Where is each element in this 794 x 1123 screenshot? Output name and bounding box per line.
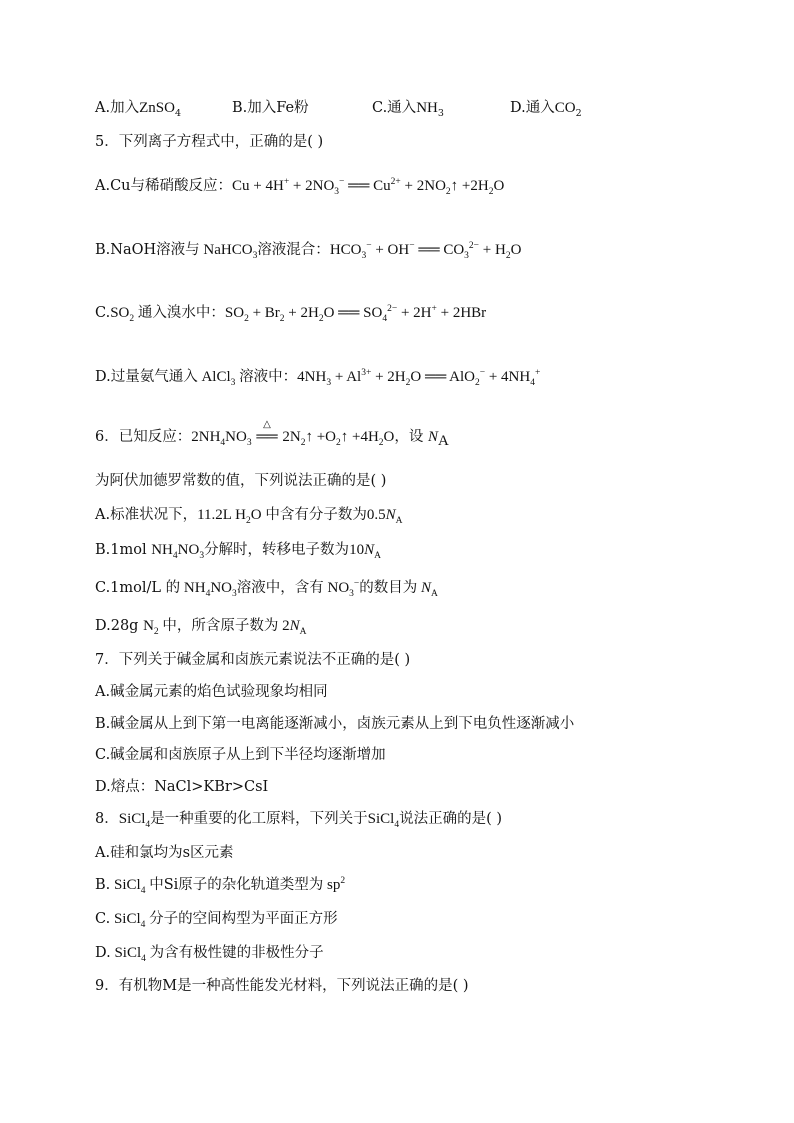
q8-option-b: B. SiCl$_4$ 中Si原子的杂化轨道类型为 $sp^2$ xyxy=(95,876,346,896)
q8-option-d: D. SiCl$_4$ 为含有极性键的非极性分子 xyxy=(95,945,324,964)
q7-stem: 7．下列关于碱金属和卤族元素说法不正确的是( ) xyxy=(95,652,411,668)
q7-option-d: D.熔点：NaCl>KBr>CsI xyxy=(95,779,269,795)
q5-option-d: D.过量氨气通入 AlCl$_3$ 溶液中：$4NH_3 + Al^{3+} + 2H_2O$ ══ $AlO_2^- + 4NH_4^+$ xyxy=(95,368,541,388)
q8-option-c: C. SiCl$_4$ 分子的空间构型为平面正方形 xyxy=(95,911,338,930)
q6-option-b: B.1mol $NH_4NO_3$分解时，转移电子数为$10N_A$ xyxy=(95,542,381,561)
q4-options xyxy=(0,98,794,118)
q4-option-d: D.通入$CO_2$ xyxy=(510,100,582,119)
q6-option-d: D.28g $N_2$ 中，所含原子数为 $2N_A$ xyxy=(95,618,307,637)
q5-option-c: $C.SO_2$ 通入溴水中：$SO_2 + Br_2 + 2H_2O$ ══ $SO_4^{2-} + 2H^+ + 2HBr$ xyxy=(95,304,487,324)
heat-arrow-icon: △ ══ xyxy=(256,419,278,445)
q7-option-b: B.碱金属从上到下第一电离能逐渐减小，卤族元素从上到下电负性逐渐减小 xyxy=(95,716,575,732)
q5-option-a: A.Cu与稀硝酸反应：$Cu + 4H^+ + 2NO_3^-$ ══ $Cu^{2+}$ + $2NO_2↑ +2H_2O$ xyxy=(95,177,505,197)
q6-stem-line1: 6．已知反应：$2NH_4NO_3$ △ ══ $2N_2↑$ $+O_2↑ +4H_2O$，设 $N_A$ xyxy=(95,419,449,449)
q9-stem: 9．有机物M是一种高性能发光材料，下列说法正确的是( ) xyxy=(95,978,469,994)
q4-option-a: A.加入ZnSO$_4$ xyxy=(95,100,181,119)
q6-option-a: A.标准状况下，11.2L $H_2O$ 中含有分子数为$0.5N_A$ xyxy=(95,507,403,526)
q7-option-a: A.碱金属元素的焰色试验现象均相同 xyxy=(95,684,328,700)
q4-option-c: C.通入$NH_3$ xyxy=(372,100,444,119)
q6-option-c: C.1mol/L 的 $NH_4NO_3$溶液中，含有 $NO_3^-$的数目为 $N_A$ xyxy=(95,579,438,599)
q8-option-a: A.硅和氯均为s区元素 xyxy=(95,845,234,861)
q6-stem-line2: 为阿伏加德罗常数的值，下列说法正确的是( ) xyxy=(95,473,387,489)
q7-option-c: C.碱金属和卤族原子从上到下半径均逐渐增加 xyxy=(95,747,386,763)
q8-stem: 8．SiCl$_4$是一种重要的化工原料，下列关于SiCl$_4$说法正确的是( ) xyxy=(95,811,503,830)
q4-option-b: B.加入Fe粉 xyxy=(232,100,309,116)
q5-option-b: B.NaOH溶液与 NaHCO$_3$溶液混合：$HCO_3^- + OH^-$ ══ $CO_3^{2-} + H_2O$ xyxy=(95,241,522,261)
q5-stem: 5．下列离子方程式中，正确的是( ) xyxy=(95,134,324,150)
